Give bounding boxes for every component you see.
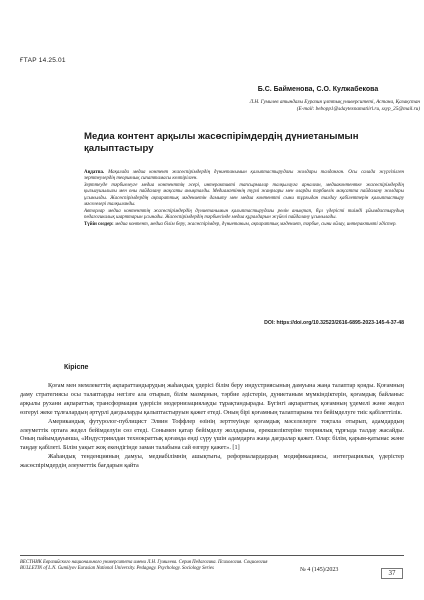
affiliation-line: Л.Н. Гумилев атындағы Еуразия ұлттық университеті, Астана, Қазақстан bbox=[249, 99, 420, 105]
body-text bbox=[20, 382, 404, 471]
abstract-paragraph: Зерттеуде тәрбиелеуге медиа контенттің әсері, интерактивті тапсырмалар талқылауға арналған, медиаконтентке жасөспірімдердің қызығушылығы мен оны пайдалану мақсаты анықталды. Медиамәтіннің түрлі жанрлары мен оларды тәрбиелік мақсатта пайдалану жолдары ұсынылды. Жасөспірімдердің ақпараттық мәдениетін дамыту мен медиа контентті сыни тұрғыдан талдау қабілеттерін қалыптастыру мәселелері талқыланды. bbox=[84, 182, 404, 208]
abstract-paragraph: Авторлар медиа контенттің жасөспірімдердің дүниетанымын қалыптастырудағы рөлін анықтап, бұл үдерісті тиімді ұйымдастырудың педагогикалық шарттарын ұсынады. Жасөспірімдердің тәрбиесінде медиа құралдарын жүйелі пайдалану ұсынылады. bbox=[84, 208, 404, 221]
body-paragraph: Қоғам мен мемлекеттің ақпараттандырудың жаһандық үдерісі білім беру индустриясының дамуына жаңа талаптар қояды. Қоғамның даму стратегиясы осы талаптарды негізге ала отырып, білім мазмұнын, тәрбие әдістерін, дүниетаным мүмкіндіктерін, қоғамдық байланыс арқылы рухани ақпараттық трансформация үдерісін модернизациялауды тұрақтандырады. Бүгінгі ақпараттық қоғамның үдемелі және жедел өзгеруі жеке тұлғалардың әртүрлі дағдыларды қалыптастыруын қажет етеді. Оның бірі қоғамның талаптарына тез бейімделуге тиіс қабілеттілік. bbox=[20, 382, 404, 416]
journal-footer-ru: ВЕСТНИК Евразийского национального университета имени Л.Н. Гумилева. Серия Педагогика. Психология. Социология bbox=[20, 560, 268, 565]
affiliation bbox=[120, 99, 420, 112]
body-paragraph: Американдық футуролог-публицист Элвин Тоффлер өзінің зерттеуінде қоғамдық мәселелерге тоқтала отырып, адамдардың әлеуметтік ортаға жедел бейімделуін сөз етеді. Сонымен қатар бейімделу жолдарына, ерекшеліктеріне теориялық тұрғыда талдау жасайды. Оның пайымдауынша, «Индустриялдан технократтық қоғамда енді сүру үшін адамдарға жаңа дағдылар қажет. Олар: білім, қарым-қатынас және таңдау қабілеті. Білім уақыт жоқ екендігінде заман талабына сай өзгеру қажет». [1] bbox=[20, 417, 404, 452]
article-title: Медиа контент арқылы жасөспірімдердің дүниетанымын қалыптастыру bbox=[84, 131, 359, 154]
section-heading-introduction: Кіріспе bbox=[64, 364, 89, 371]
abstract-label: Аңдатпа. bbox=[84, 170, 105, 175]
affiliation-email: (E-mail: bebopp1@sdaytexnamatiirl.ru, ssyp_25@mail.ru) bbox=[296, 105, 420, 112]
keywords-label: Түйін сөздер: bbox=[84, 221, 114, 227]
journal-footer bbox=[20, 560, 270, 572]
page-number: 37 bbox=[381, 568, 403, 579]
authors: Б.С. Байменова, С.О. Кулжабекова bbox=[257, 86, 379, 93]
body-paragraph: Жаһандық тенденцияның дамуы, медиабілімнің ашықтығы, реформалардардың модификациясы, интеграциялық үдерістер жасөспірімдердің әлеуметтік бағдарын қайта bbox=[20, 453, 404, 470]
irstp-code: ҒТАР 14.25.01 bbox=[20, 57, 66, 64]
journal-footer-en: BULLETIN of L.N. Gumilyov Eurasian National University. Pedagogy. Psychology. Sociology Series bbox=[20, 566, 214, 571]
footer-divider bbox=[20, 555, 404, 556]
doi-link[interactable]: DOI: https://doi.org/10.32523/2616-6895-2023-145-4-37-48 bbox=[264, 320, 404, 326]
abstract bbox=[84, 170, 404, 228]
keywords: Түйін сөздер: медиа контент, медиа білім беру, жасөспірімдер, дүниетаным, ақпараттық мәдениет, тәрбие, сыни ойлау, интерактивті әдістер. bbox=[84, 221, 397, 227]
abstract-paragraph: Аңдатпа. Мақалада медиа контент жасөспірімдердің дүниетанымын қалыптастырудағы жолдары талданған. Осы салада жүргізілген зерттеулердің теориялық сипаттамасы келтірілген. bbox=[84, 170, 405, 182]
issue-number: № 4 (145)/2023 bbox=[300, 567, 339, 573]
